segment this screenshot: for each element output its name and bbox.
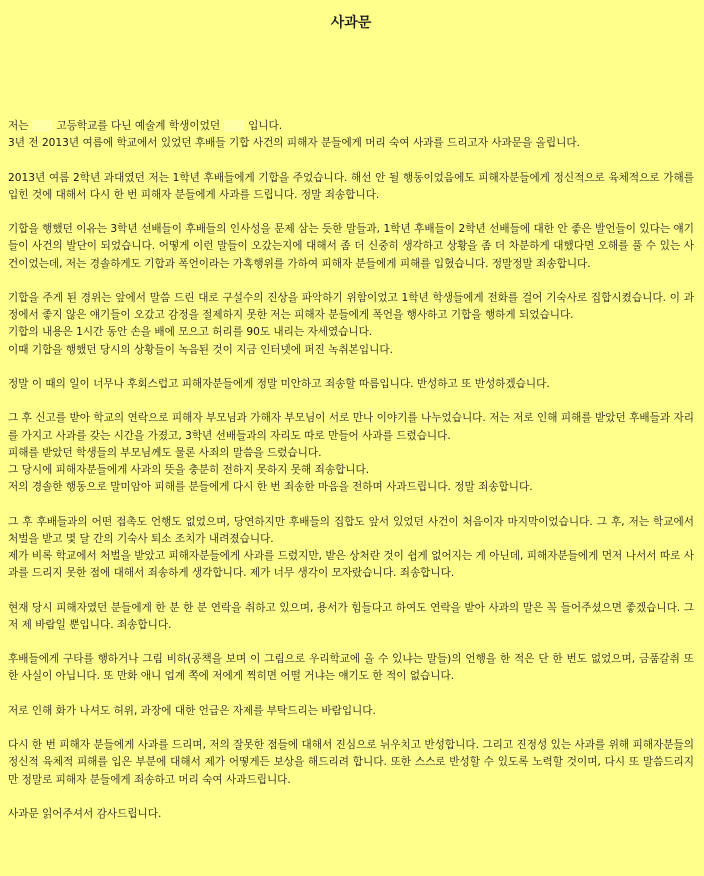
intro-text-a: 저는 <box>8 120 29 132</box>
contact-paragraph: 현재 당시 피해자였던 분들에게 한 분 한 분 연락을 취하고 있으며, 용서가 힘들다고 하여도 연락을 받아 사과의 말은 꼭 들어주셨으면 좋겠습니다. 그저 제 바람일 뿐입니다. 죄송합니다. <box>8 601 694 631</box>
after-paragraph-4: 저의 경솔한 행동으로 말미암아 피해를 분들에게 다시 한 번 죄송한 마음을 전하며 사과드립니다. 정말 죄송합니다. <box>8 481 533 494</box>
document-body <box>8 118 694 823</box>
after-paragraph-2: 피해를 받았던 학생들의 부모님께도 물론 사죄의 말씀을 드렸습니다. <box>8 446 322 459</box>
request-paragraph: 저로 인해 화가 나셔도 허위, 과장에 대한 언급은 자제를 부탁드리는 바람입니다. <box>8 704 376 717</box>
apology-paragraph: 제가 비록 학교에서 처벌을 받았고 피해자분들에게 사과를 드렸지만, 받은 상처란 것이 쉽게 없어지는 게 아닌데, 피해자분들에게 먼저 나서서 따로 사과를 드리지 못한 점에 대해서 죄송하게 생각합니다. 제가 너무 생각이 모자랐습니다. 죄송합니다. <box>8 549 694 580</box>
closing-paragraph: 다시 한 번 피해자 분들에게 사과를 드리며, 저의 잘못한 점들에 대해서 진심으로 뉘우치고 반성합니다. 그리고 진정성 있는 사과를 위해 피해자분들의 정신적 육체적 피해를 입은 부분에 대해서 제가 어떻게든 보상을 해드리려 합니다. 또한 스스로 반성할 수 있도록 노력할 것이며, 다시 또 말씀드리지만 정말로 피해자 분들에게 죄송하고 머리 숙여 사과드립니다. <box>8 739 694 786</box>
after-paragraph-3: 그 당시에 피해자분들에게 사과의 뜻을 충분히 전하지 못하지 못해 죄송합니다. <box>8 463 370 476</box>
intro-line-1 <box>8 118 694 135</box>
paragraph-2: 기합을 행했던 이유는 3학년 선배들이 후배들의 인사성을 문제 삼는 듯한 말들과, 1학년 후배들이 2학년 선배들에 대한 안 좋은 발언들이 있다는 얘기들이 사건의 발단이 되었습니다. 어떻게 이런 말들이 오갔는지에 대해서 좀 더 신중히 생각하고 상황을 좀 더 차분하게 대했다면 오해를 풀 수 있는 사건이었는데, 저는 경솔하게도 기합과 폭언이라는 가혹행위를 가하여 피해자 분들에게 피해를 입혔습니다. 정말정말 죄송합니다. <box>8 223 694 270</box>
reason-paragraph: 기합을 주게 된 경위는 앞에서 말씀 드린 대로 구설수의 진상을 파악하기 위함이었고 1학년 학생들에게 전화를 걸어 기숙사로 집합시켰습니다. 이 과정에서 좋지 않은 얘기들이 오갔고 감정을 절제하지 못한 저는 피해자 분들에게 폭언을 행사하고 기합을 행하게 되었습니다. <box>8 291 694 322</box>
document-title: 사과문 <box>330 15 372 31</box>
intro-line-2: 3년 전 2013년 여름에 학교에서 있었던 후배들 기합 사건의 피해자 분들에게 머리 숙여 사과를 드리고자 사과문을 올립니다. <box>8 137 580 150</box>
intro-text-b: 고등학교를 다닌 예술계 학생이었던 <box>56 120 221 132</box>
paragraph-1: 2013년 여름 2학년 과대였던 저는 1학년 후배들에게 기합을 주었습니다. 해선 안 될 행동이었음에도 피해자분들에게 정신적으로 육체적으로 가해를 입힌 것에 대해서 다시 한 번 피해자 분들에게 사과를 드립니다. 정말 죄송합니다. <box>8 171 694 201</box>
redacted-name <box>224 120 244 132</box>
after-paragraph-1: 그 후 신고를 받아 학교의 연락으로 피해자 부모님과 가해자 부모님이 서로 만나 이야기를 나누었습니다. 저는 저로 인해 피해를 받았던 후배들과 자리를 가지고 사과를 갖는 시간을 가졌고, 3학년 선배들과의 자리도 따로 만들어 사과를 드렸습니다. <box>8 412 694 442</box>
thanks-line: 사과문 읽어주셔서 감사드립니다. <box>8 807 162 820</box>
regret-paragraph: 정말 이 때의 일이 너무나 후회스럽고 피해자분들에게 정말 미안하고 죄송할 따름입니다. 반성하고 또 반성하겠습니다. <box>8 377 550 390</box>
recording-note: 이때 기합을 행했던 당시의 상황들이 녹음된 것이 지금 인터넷에 퍼진 녹취본입니다. <box>8 343 393 356</box>
first-last-paragraph: 그 후 후배들과의 어떤 접촉도 언행도 없었으며, 당연하지만 후배들의 집합도 앞서 있었던 사건이 처음이자 마지막이었습니다. 그 후, 저는 학교에서 처벌을 받고 몇 달 간의 기숙사 퇴소 조치가 내려졌습니다. <box>8 515 694 545</box>
rumor-paragraph: 후배들에게 구타를 행하거나 그림 비하(공책을 보며 이 그림으로 우리학교에 올 수 있냐는 말들)의 언행을 한 적은 단 한 번도 없었으며, 금품갈취 또한 사실이 아닙니다. 또 만화 애니 업계 쪽에 저에게 찍히면 어떨 거냐는 얘기도 한 적이 없습니다. <box>8 653 694 683</box>
redacted-school-name <box>32 120 52 132</box>
reason-detail: 기합의 내용은 1시간 동안 손을 배에 모으고 허리를 90도 내리는 자세였습니다. <box>8 326 373 339</box>
intro-text-c: 입니다. <box>248 120 283 132</box>
